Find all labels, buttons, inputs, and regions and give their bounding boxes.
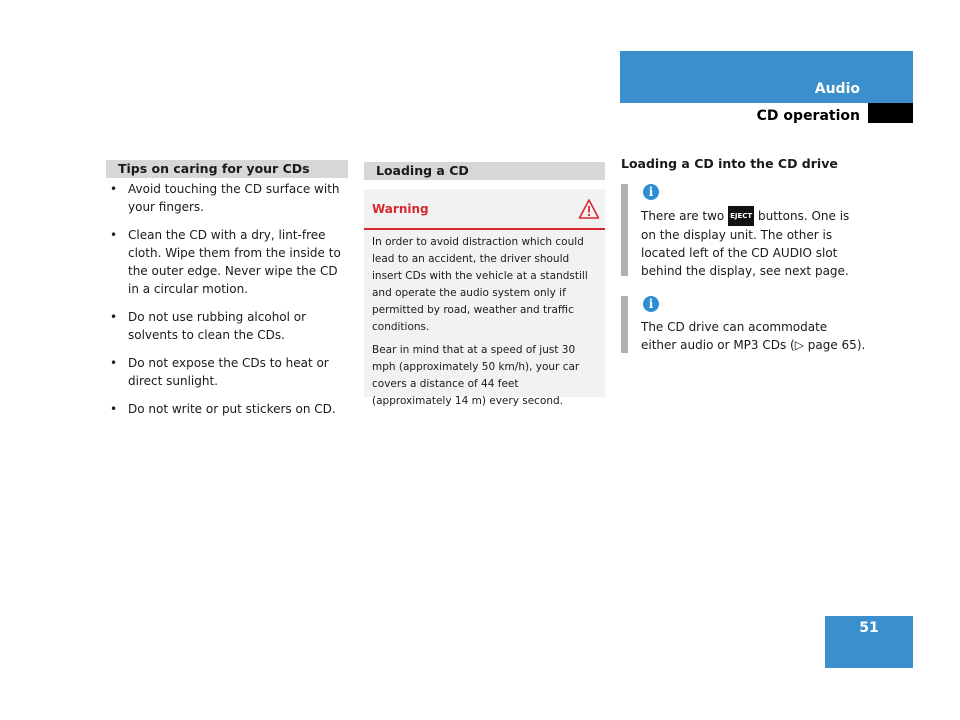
warning-header	[364, 189, 605, 230]
list-item: • Do not expose the CDs to heat or direct sunlight.	[108, 354, 350, 390]
note-text-part: buttons. One is on the display unit. The other is located left of the CD AUDIO slot behind the display, see next page.	[641, 209, 850, 278]
list-item: • Avoid touching the CD surface with your fingers.	[108, 180, 350, 216]
header-marker	[868, 103, 913, 123]
note-text: The CD drive can acommodate either audio or MP3 CDs (▷ page 65).	[641, 320, 866, 352]
warning-paragraph: In order to avoid distraction which could lead to an accident, the driver should insert CDs with the vehicle at a standstill and operate the audio system only if permitted by road, weather and traffic conditions.	[372, 236, 588, 333]
warning-triangle-icon	[578, 198, 600, 220]
note-bar	[621, 184, 628, 276]
list-item: • Do not use rubbing alcohol or solvents to clean the CDs.	[108, 308, 350, 344]
subsection-title: CD operation	[756, 108, 860, 124]
info-icon: i	[643, 296, 659, 312]
list-item: • Clean the CD with a dry, lint-free cloth. Wipe them from the inside to the outer edge. Never wipe the CD in a circular motion.	[108, 226, 350, 298]
drive-title: Loading a CD into the CD drive	[621, 156, 838, 171]
header-tab	[620, 51, 913, 103]
tips-list	[108, 180, 350, 428]
note-bar	[621, 296, 628, 353]
note-text-part: There are two	[641, 209, 729, 223]
list-item: • Do not write or put stickers on CD.	[108, 400, 350, 418]
warning-label: Warning	[372, 202, 429, 216]
warning-text	[372, 234, 600, 416]
loading-heading: Loading a CD	[364, 162, 605, 180]
note-text	[641, 206, 866, 280]
section-title: Audio	[814, 81, 860, 97]
tips-heading: Tips on caring for your CDs	[106, 160, 348, 178]
eject-button-icon: EJECT	[728, 206, 754, 226]
page-number: 51	[859, 620, 879, 636]
warning-box	[364, 189, 605, 407]
info-icon: i	[643, 184, 659, 200]
warning-paragraph: Bear in mind that at a speed of just 30 mph (approximately 50 km/h), your car covers a distance of 44 feet (approximately 14 m) every second.	[372, 344, 580, 407]
